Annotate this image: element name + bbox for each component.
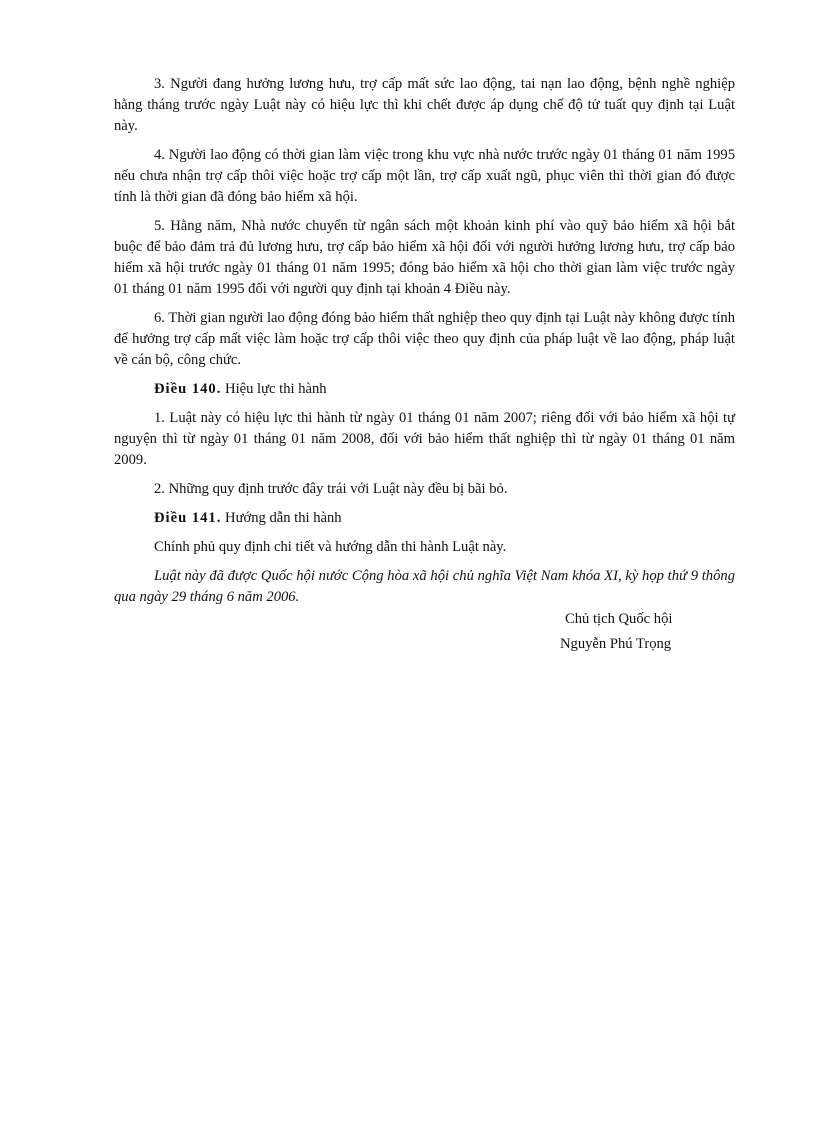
- signature-block: [560, 607, 672, 657]
- article-141-number: Điều 141.: [154, 510, 222, 526]
- article-140-title: Hiệu lực thi hành: [225, 381, 327, 397]
- signature-name: Nguyễn Phú Trọng: [560, 636, 672, 652]
- paragraph-clause-3: 3. Người đang hưởng lương hưu, trợ cấp mất sức lao động, tai nạn lao động, bệnh nghề nghiệp hằng tháng trước ngày Luật này có hiệu lực thì khi chết được áp dụng chế độ tử tuất quy định tại Luật này.: [114, 76, 735, 134]
- article-140-clause-2: 2. Những quy định trước đây trái với Luật này đều bị bãi bỏ.: [154, 481, 508, 497]
- document-body: [114, 74, 735, 616]
- article-141-heading: [114, 508, 735, 529]
- article-141-body: Chính phủ quy định chi tiết và hướng dẫn thi hành Luật này.: [154, 539, 507, 555]
- closing-statement: Luật này đã được Quốc hội nước Cộng hòa xã hội chủ nghĩa Việt Nam khóa XI, kỳ họp thứ 9 thông qua ngày 29 tháng 6 năm 2006.: [114, 568, 735, 605]
- article-140-number: Điều 140.: [154, 381, 222, 397]
- paragraph-clause-5: 5. Hằng năm, Nhà nước chuyển từ ngân sách một khoản kinh phí vào quỹ bảo hiểm xã hội bắt buộc để bảo đảm trả đủ lương hưu, trợ cấp bảo hiểm xã hội đối với người hưởng lương hưu, trợ cấp bảo hiểm xã hội trước ngày 01 tháng 01 năm 1995; đóng bảo hiểm xã hội cho thời gian làm việc trước ngày 01 tháng 01 năm 1995 đối với người quy định tại khoản 4 Điều này.: [114, 218, 735, 297]
- article-141-title: Hướng dẫn thi hành: [225, 510, 342, 526]
- article-140-heading: [114, 379, 735, 400]
- paragraph-clause-4: 4. Người lao động có thời gian làm việc trong khu vực nhà nước trước ngày 01 tháng 01 năm 1995 nếu chưa nhận trợ cấp thôi việc hoặc trợ cấp một lần, trợ cấp xuất ngũ, phục viên thì thời gian đó được tính là thời gian đã đóng bảo hiểm xã hội.: [114, 147, 735, 205]
- paragraph-clause-6: 6. Thời gian người lao động đóng bảo hiểm thất nghiệp theo quy định tại Luật này không được tính để hưởng trợ cấp mất việc làm hoặc trợ cấp thôi việc theo quy định của pháp luật về lao động, pháp luật về cán bộ, công chức.: [114, 310, 735, 368]
- signature-title: Chủ tịch Quốc hội: [565, 611, 673, 627]
- article-140-clause-1: 1. Luật này có hiệu lực thi hành từ ngày 01 tháng 01 năm 2007; riêng đối với bảo hiểm xã hội tự nguyện thì từ ngày 01 tháng 01 năm 2008, đối với bảo hiểm thất nghiệp thì từ ngày 01 tháng 01 năm 2009.: [114, 410, 735, 468]
